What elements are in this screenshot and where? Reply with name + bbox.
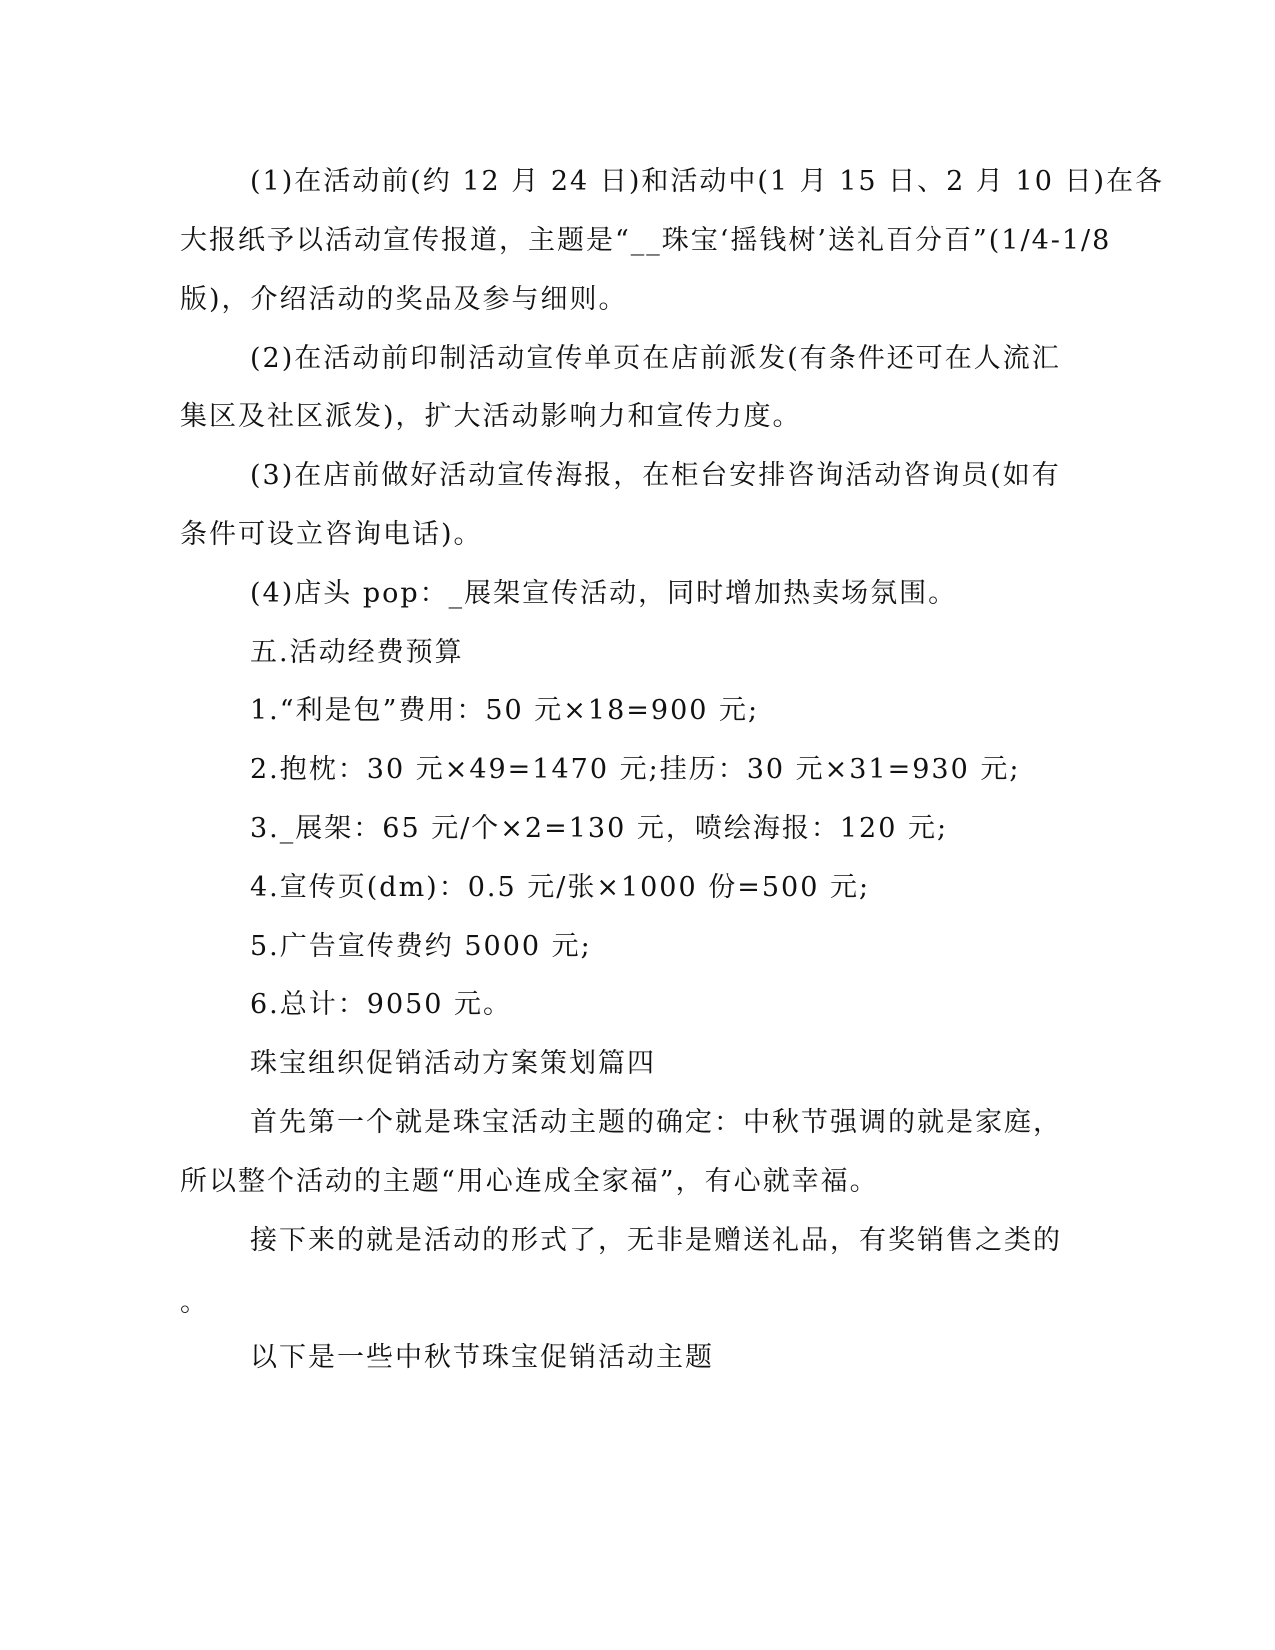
- section-heading: 五.活动经费预算: [250, 637, 464, 668]
- text-line: 5.广告宣传费约 5000 元;: [250, 931, 592, 962]
- text-line: (1)在活动前(约 12 月 24 日)和活动中(1 月 15 日、2 月 10 日)在各: [250, 166, 1164, 197]
- section-heading: 珠宝组织促销活动方案策划篇四: [250, 1048, 656, 1079]
- text-line: 6.总计：9050 元。: [250, 989, 513, 1020]
- text-line: 接下来的就是活动的形式了，无非是赠送礼品，有奖销售之类的: [250, 1225, 1062, 1256]
- text-line: 集区及社区派发)，扩大活动影响力和宣传力度。: [180, 401, 802, 432]
- text-line: (2)在活动前印制活动宣传单页在店前派发(有条件还可在人流汇: [250, 343, 1061, 374]
- text-line: 所以整个活动的主题“用心连成全家福”，有心就幸福。: [180, 1166, 879, 1197]
- text-line: 2.抱枕：30 元×49=1470 元;挂历：30 元×31=930 元;: [250, 754, 1021, 785]
- text-line: 3._展架：65 元/个×2=130 元，喷绘海报：120 元;: [250, 813, 949, 844]
- text-line: (4)店头 pop：_展架宣传活动，同时增加热卖场氛围。: [250, 578, 958, 609]
- text-line: 。: [180, 1287, 209, 1318]
- text-line: 1.“利是包”费用：50 元×18=900 元;: [250, 695, 760, 726]
- text-line: 以下是一些中秋节珠宝促销活动主题: [250, 1342, 714, 1373]
- text-line: (3)在店前做好活动宣传海报，在柜台安排咨询活动咨询员(如有: [250, 460, 1061, 491]
- text-line: 大报纸予以活动宣传报道，主题是“__珠宝‘摇钱树’送礼百分百”(1/4-1/8: [180, 225, 1112, 256]
- text-line: 版)，介绍活动的奖品及参与细则。: [180, 284, 628, 315]
- text-line: 4.宣传页(dm)：0.5 元/张×1000 份=500 元;: [250, 872, 871, 903]
- text-line: 首先第一个就是珠宝活动主题的确定：中秋节强调的就是家庭，: [250, 1107, 1062, 1138]
- text-line: 条件可设立咨询电话)。: [180, 519, 483, 550]
